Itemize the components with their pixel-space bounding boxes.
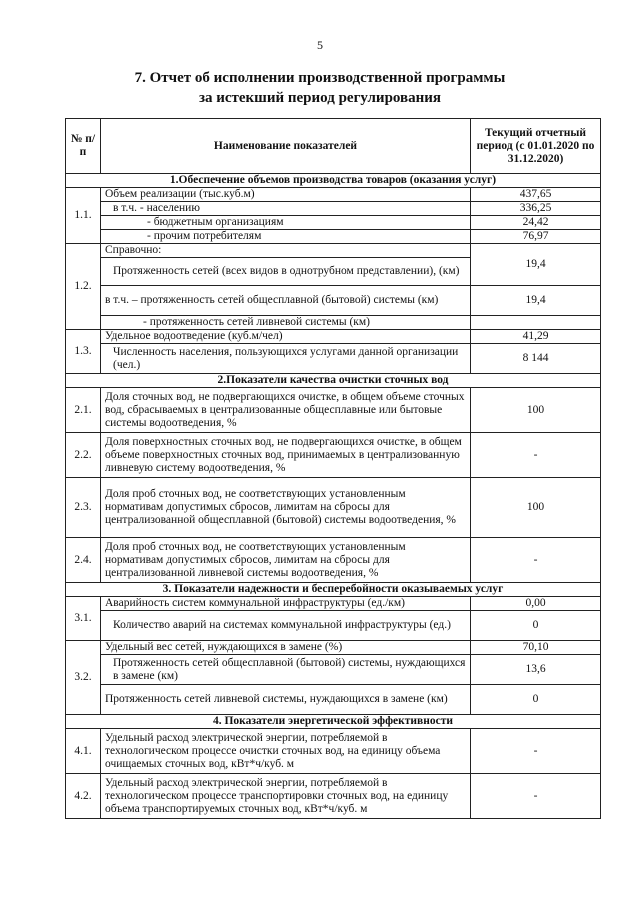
title-line-1: 7. Отчет об исполнении производственной программы [134, 70, 506, 86]
indicator-name: Доля поверхностных сточных вод, не подвергающихся очистке, в общем объеме поверхностных сточных вод, принимаемых в централизованную ливневую систему водоотведения, % [101, 433, 471, 478]
indicator-name: в т.ч. - населению [101, 202, 471, 216]
row-number: 1.1. [66, 188, 101, 244]
row-number: 2.3. [66, 478, 101, 538]
row-number: 2.2. [66, 433, 101, 478]
table-row [66, 388, 601, 433]
indicator-value: 100 [471, 478, 601, 538]
indicator-name: Доля проб сточных вод, не соответствующих установленным нормативам допустимых сбросов, лимитам на сбросы для централизованной общесплавной (бытовой) системы водоотведения, % [101, 478, 471, 538]
indicator-value: 437,65 [471, 188, 601, 202]
indicator-value: 24,42 [471, 216, 601, 230]
section-2-title: 2.Показатели качества очистки сточных вод [66, 374, 601, 388]
indicator-name: Численность населения, пользующихся услугами данной организации (чел.) [101, 344, 471, 374]
indicator-name: - прочим потребителям [101, 230, 471, 244]
table-row [66, 188, 601, 202]
table-row [66, 433, 601, 478]
table-row [66, 641, 601, 655]
table-row [66, 478, 601, 538]
indicator-value [471, 316, 601, 330]
page-title [0, 68, 640, 108]
indicator-name: Аварийность систем коммунальной инфраструктуры (ед./км) [101, 597, 471, 611]
table-row [66, 202, 601, 216]
table-row [66, 729, 601, 774]
table-row [66, 286, 601, 316]
header-num: № п/п [66, 119, 101, 174]
indicator-name: Удельное водоотведение (куб.м/чел) [101, 330, 471, 344]
table-row [66, 597, 601, 611]
table-row [66, 230, 601, 244]
table-row [66, 316, 601, 330]
table-row [66, 655, 601, 685]
table-row [66, 685, 601, 715]
section-row [66, 583, 601, 597]
indicator-value: 0 [471, 611, 601, 641]
indicator-name: Количество аварий на системах коммунальной инфраструктуры (ед.) [101, 611, 471, 641]
indicator-name: Протяженность сетей общесплавной (бытовой) системы, нуждающихся в замене (км) [101, 655, 471, 685]
indicator-name: Справочно: [101, 244, 471, 258]
table-row [66, 538, 601, 583]
indicator-value: 100 [471, 388, 601, 433]
table-row [66, 244, 601, 258]
section-row [66, 715, 601, 729]
indicator-name: - протяженность сетей ливневой системы (км) [101, 316, 471, 330]
indicator-value: 8 144 [471, 344, 601, 374]
indicator-value: 19,4 [471, 286, 601, 316]
section-1-title: 1.Обеспечение объемов производства товаров (оказания услуг) [66, 174, 601, 188]
indicator-name: Протяженность сетей ливневой системы, нуждающихся в замене (км) [101, 685, 471, 715]
indicator-name: Объем реализации (тыс.куб.м) [101, 188, 471, 202]
section-row [66, 174, 601, 188]
title-line-2: за истекший период регулирования [198, 90, 442, 106]
row-number: 4.2. [66, 774, 101, 819]
indicator-name: в т.ч. – протяженность сетей общесплавной (бытовой) системы (км) [101, 286, 471, 316]
indicator-value: 336,25 [471, 202, 601, 216]
indicator-name: Доля проб сточных вод, не соответствующих установленным нормативам допустимых сбросов, лимитам на сбросы для централизованной ливневой системы водоотведения, % [101, 538, 471, 583]
report-table [65, 118, 601, 819]
indicator-name: Удельный расход электрической энергии, потребляемой в технологическом процессе очистки сточных вод, на единицу объема очищаемых сточных вод, кВт*ч/куб. м [101, 729, 471, 774]
table-row [66, 774, 601, 819]
indicator-name: Удельный вес сетей, нуждающихся в замене (%) [101, 641, 471, 655]
header-value: Текущий отчетный период (с 01.01.2020 по 31.12.2020) [471, 119, 601, 174]
row-number: 3.1. [66, 597, 101, 641]
indicator-value: 76,97 [471, 230, 601, 244]
row-number: 2.4. [66, 538, 101, 583]
row-number: 1.2. [66, 244, 101, 330]
indicator-value: 13,6 [471, 655, 601, 685]
indicator-value: - [471, 729, 601, 774]
section-row [66, 374, 601, 388]
indicator-name: Удельный расход электрической энергии, потребляемой в технологическом процессе транспортировки сточных вод, на единицу объема транспортируемых сточных вод, кВт*ч/куб. м [101, 774, 471, 819]
indicator-value: - [471, 433, 601, 478]
row-number: 3.2. [66, 641, 101, 715]
section-4-title: 4. Показатели энергетической эффективности [66, 715, 601, 729]
section-3-title: 3. Показатели надежности и бесперебойности оказываемых услуг [66, 583, 601, 597]
indicator-name: Протяженность сетей (всех видов в однотрубном представлении), (км) [101, 258, 471, 286]
row-number: 2.1. [66, 388, 101, 433]
indicator-value: 0 [471, 685, 601, 715]
indicator-value: 41,29 [471, 330, 601, 344]
table-row [66, 611, 601, 641]
indicator-name: Доля сточных вод, не подвергающихся очистке, в общем объеме сточных вод, сбрасываемых в централизованные общесплавные или бытовые системы водоотведения, % [101, 388, 471, 433]
indicator-name: - бюджетным организациям [101, 216, 471, 230]
row-number: 4.1. [66, 729, 101, 774]
table-row [66, 216, 601, 230]
table-row [66, 330, 601, 344]
table-header-row [66, 119, 601, 174]
indicator-value: - [471, 774, 601, 819]
indicator-value: - [471, 538, 601, 583]
page-number: 5 [317, 38, 323, 52]
indicator-value: 19,4 [471, 244, 601, 286]
table-row [66, 344, 601, 374]
header-name: Наименование показателей [101, 119, 471, 174]
indicator-value: 0,00 [471, 597, 601, 611]
indicator-value: 70,10 [471, 641, 601, 655]
row-number: 1.3. [66, 330, 101, 374]
